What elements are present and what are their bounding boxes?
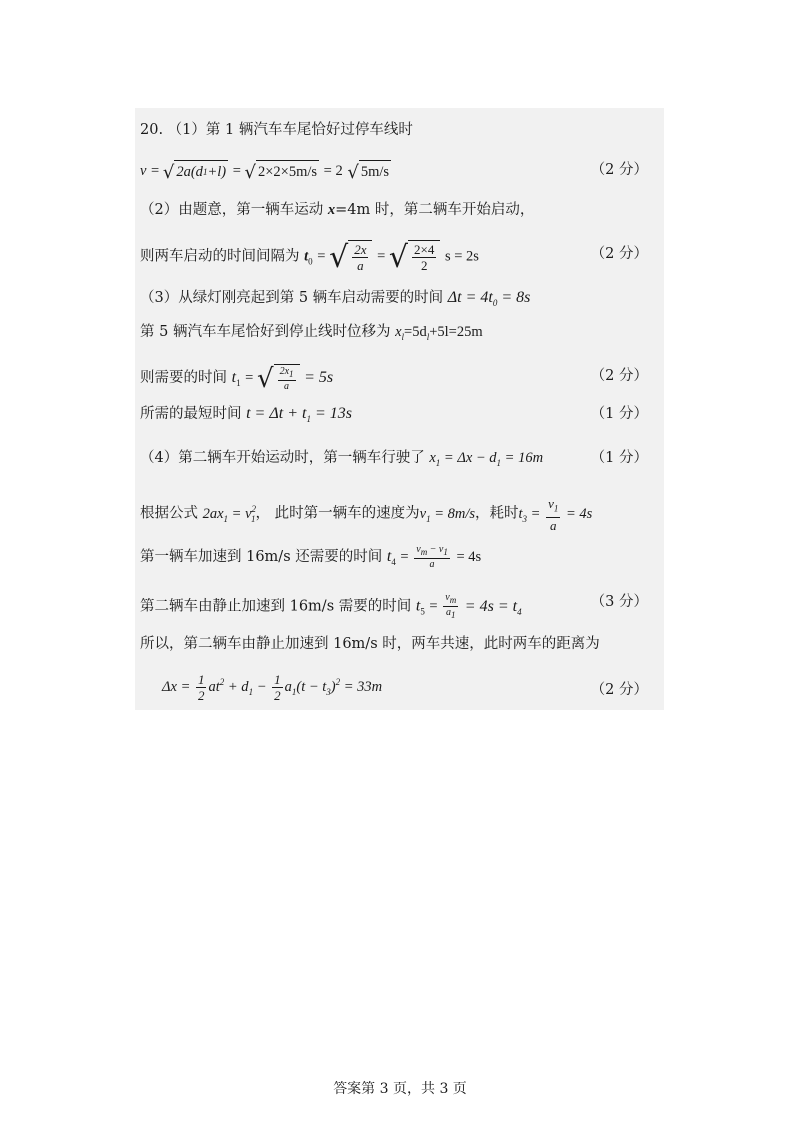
eq7-frac2-num: 1 xyxy=(274,672,281,687)
part4-score2: （3 分） xyxy=(590,594,648,610)
part2-text1: （2）由题意，第一辆车运动 xyxy=(140,202,328,218)
part3-text1: （3）从绿灯刚亮起到第 5 辆车启动需要的时间 xyxy=(140,290,444,306)
eq-delta-t: $\Delta t = 4t_0 = 8s$ xyxy=(447,289,531,309)
part2-intro xyxy=(140,200,534,220)
eq-inner1b: +l) xyxy=(207,164,227,180)
sqrt-4: √ $\frac{2x}{a}$ xyxy=(329,240,372,273)
part4-line5: 所以，第二辆车由静止加速到 16m/s 时，两车共速，此时两车的距离为 xyxy=(140,636,600,652)
frac3-num: 2x xyxy=(279,366,290,377)
part4-line4: 第二辆车由静止加速到 16m/s 需要的时间 $t_5$ = $\frac{v_m}{a_1}$ = $4s = t_4$ xyxy=(140,592,522,620)
frac1-den: a xyxy=(357,258,364,273)
sqrt-1: √ 2a(d 1 +l) xyxy=(162,162,227,183)
eq-2ax: 2ax xyxy=(202,505,224,522)
frac1-num: 2x xyxy=(354,242,367,257)
part4-final-equation: Δx = $\frac{1}{2}$ $at^2 + d_1$ − $\frac{1}{2}$ $a_1(t - t_3)^2 = 33m$ xyxy=(162,672,383,703)
eq7-a: Δx = xyxy=(162,678,194,695)
part3-text4: 所需的最短时间 xyxy=(140,406,242,422)
eq-t5: t xyxy=(415,597,421,615)
eq7-frac1-den: 2 xyxy=(197,688,205,703)
part4-score1: （1 分） xyxy=(590,450,648,466)
part4-score3: （2 分） xyxy=(590,682,648,698)
eq-inner2: 2×2×5m/s xyxy=(256,160,319,182)
frac4-den: a xyxy=(549,517,557,533)
part3-score2: （1 分） xyxy=(590,406,648,422)
frac4-num: v xyxy=(548,496,554,511)
eq7-c: + d xyxy=(224,678,249,695)
frac5-num-b: − v xyxy=(427,544,444,555)
eq-t0: t xyxy=(304,248,309,265)
part2-text3: 则两车启动的时间间隔为 xyxy=(140,248,300,265)
eq7-b: at xyxy=(208,678,220,695)
eq7-e: a xyxy=(284,678,292,695)
eq-t4-val: = 4s xyxy=(456,549,482,565)
eq-v1-val: = 8m/s xyxy=(430,505,476,522)
eq7-g: ) xyxy=(330,678,336,695)
part1-score: （2 分） xyxy=(590,162,648,178)
part4-line1: （4）第二辆车开始运动时，第一辆车行驶了 $x_1 = \Delta x - d_1 = 16m$ xyxy=(140,450,544,468)
part4-text5: 第一辆车加速到 16m/s 还需要的时间 xyxy=(140,549,383,565)
eq-x-l-b: =5d xyxy=(404,324,427,340)
frac2-den: 2 xyxy=(420,258,428,273)
eq-x1-a: x xyxy=(429,450,436,466)
eq-t1: t xyxy=(231,369,237,386)
eq-x-l-a: x xyxy=(395,324,402,340)
eq-t4: t xyxy=(386,548,392,565)
part4-text1: （4）第二辆车开始运动时，第一辆车行驶了 xyxy=(140,450,425,466)
eq-result: = 2 xyxy=(323,163,343,179)
part2-result: s = 2s xyxy=(444,248,479,265)
part4-text3: ， 此时第一辆车的速度为 xyxy=(255,505,420,522)
frac5-den: a xyxy=(429,559,435,570)
sqrt-5: √ $\frac{2\times 4}{2}$ xyxy=(389,240,440,273)
eq-t5-val: = 4s = t xyxy=(464,597,518,615)
q20-part1-title xyxy=(140,120,413,140)
frac2-num: 2×4 xyxy=(414,242,435,257)
sqrt-3: √ 5m/s xyxy=(347,162,390,183)
eq-x1-b: = Δx − d xyxy=(440,450,497,466)
eq-t3: t xyxy=(518,505,523,522)
part1-title-text: （1）第 1 辆汽车车尾恰好过停车线时 xyxy=(167,122,413,138)
eq7-frac1-num: 1 xyxy=(197,672,205,687)
part4-text6: 第二辆车由静止加速到 16m/s 需要的时间 xyxy=(140,598,412,615)
eq-delta-t-b: = 8s xyxy=(497,289,531,306)
part2-x: x xyxy=(327,202,336,218)
part4-line2: 根据公式 $2ax_1 = v^2_1$， 此时第一辆车的速度为$v_1 = 8m/s$，耗时$t_3$ = $\frac{v_1}{a}$ = 4s xyxy=(140,496,593,533)
part2-score: （2 分） xyxy=(590,246,648,262)
part3-result: = 5s xyxy=(304,369,334,386)
eq-total-t-b: = 13s xyxy=(310,405,352,422)
part3-score1: （2 分） xyxy=(590,368,648,384)
eq-v1: v xyxy=(419,505,427,522)
eq-x-l-c: +5l=25m xyxy=(429,324,483,340)
eq7-d: − xyxy=(253,678,271,695)
eq-x1-c: = 16m xyxy=(501,450,544,466)
frac6-num: v xyxy=(445,592,450,603)
eq-t3-val: = 4s xyxy=(562,505,593,522)
part3-line4: 所需的最短时间 $t = \Delta t + t_1 = 13s$ xyxy=(140,405,352,425)
part4-text2: 根据公式 xyxy=(140,505,203,522)
part3-text3: 则需要的时间 xyxy=(140,370,227,386)
eq-delta-t-a: Δt = 4t xyxy=(447,289,493,306)
eq7-frac2-den: 2 xyxy=(274,688,281,703)
part3-line3: 则需要的时间 $t_1$ = √ $\frac{2x_1}{a}$ = 5s xyxy=(140,364,334,394)
part3-line1 xyxy=(140,288,530,313)
page-footer: 答案第 3 页，共 3 页 xyxy=(333,1081,467,1097)
part2-equation: 则两车启动的时间间隔为 $t_0$ = √ $\frac{2x}{a}$ = √ $\frac{2\times 4}{2}$ s = 2s xyxy=(140,240,479,275)
part1-equation: v = √ 2a(d 1 +l) = √ 2×2×5m/s = 2 √ 5m/s xyxy=(140,162,390,183)
sqrt-2: √ 2×2×5m/s xyxy=(244,162,318,183)
part4-text4: ，耗时 xyxy=(475,505,519,522)
sqrt-6: √ $\frac{2x_1}{a}$ xyxy=(257,364,300,392)
part3-line2: 第 5 辆汽车车尾恰好到停止线时位移为 $x_l=5d_l+5l=25m$ xyxy=(140,324,483,342)
part3-text2: 第 5 辆汽车车尾恰好到停止线时位移为 xyxy=(140,324,396,340)
frac3-den: a xyxy=(284,381,290,392)
eq-v1sq: = v xyxy=(228,505,252,522)
frac6-den: a xyxy=(445,607,451,618)
question-number: 20. xyxy=(140,122,164,138)
eq7-h: = 33m xyxy=(340,678,383,695)
eq-inner1: 2a(d xyxy=(176,164,203,180)
part4-line3: 第一辆车加速到 16m/s 还需要的时间 $t_4$ = $\frac{v_m - v_1}{a}$ = 4s xyxy=(140,544,482,570)
eq7-f: (t − t xyxy=(296,678,327,695)
eq-result-sqrt: 5m/s xyxy=(359,160,391,182)
eq-total-t-a: t = Δt + t xyxy=(246,405,307,422)
eq-v: v xyxy=(140,163,147,179)
part2-text2: =4m 时，第二辆车开始启动， xyxy=(335,202,535,218)
frac5-num: v xyxy=(416,544,421,555)
